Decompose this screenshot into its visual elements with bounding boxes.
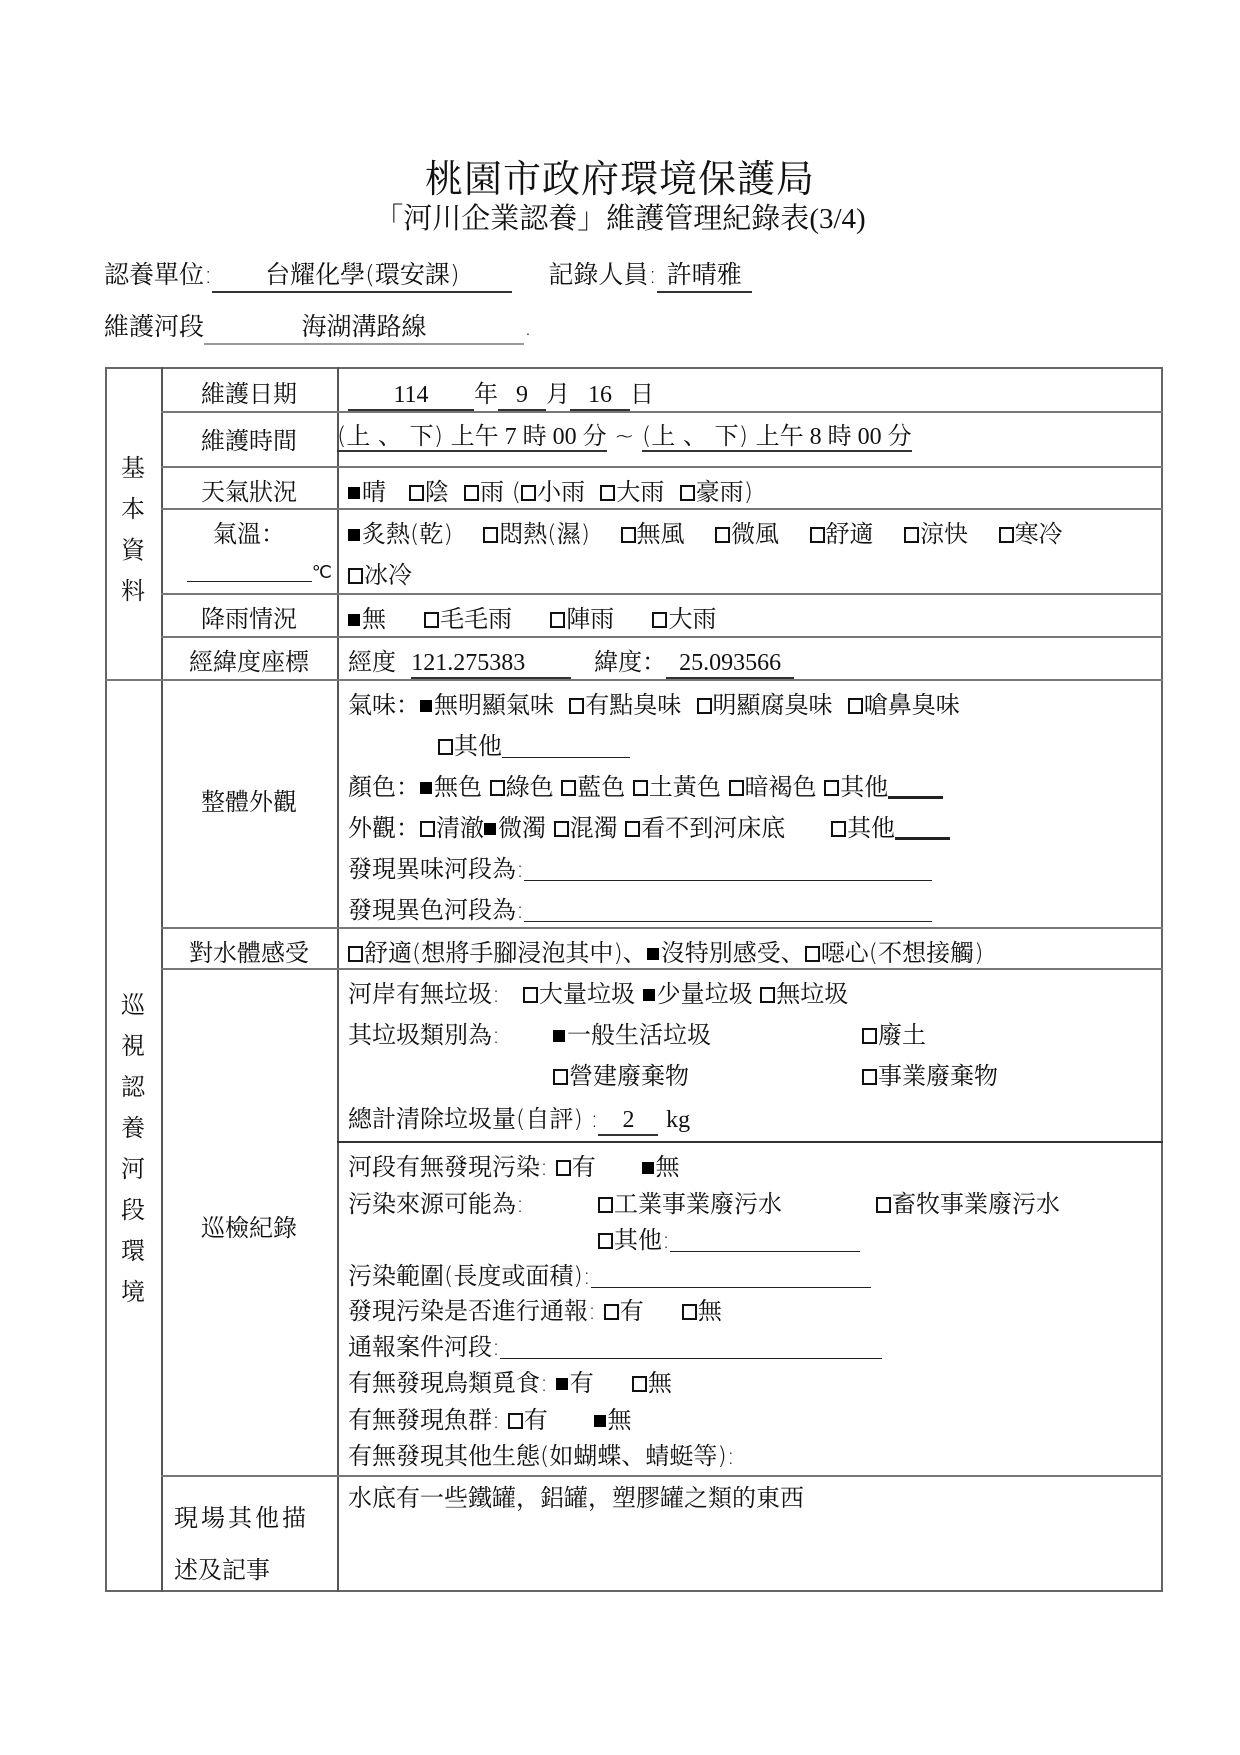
temp-option[interactable]: 冰冷 xyxy=(348,555,412,590)
checkbox-icon xyxy=(553,1069,568,1085)
checked-box-icon xyxy=(643,989,655,1001)
date-month-field[interactable]: 9 xyxy=(498,382,546,411)
checkbox-icon xyxy=(438,739,453,755)
temp-unit: ℃ xyxy=(311,562,332,582)
other-eco-label: 有無發現其他生態(如蝴蝶、蜻蜓等): xyxy=(348,1442,735,1470)
color-option[interactable]: 暗褐色 xyxy=(729,773,817,801)
smell-option[interactable]: 其他 xyxy=(438,726,630,761)
form-title-text: 「河川企業認養」維護管理紀錄表 xyxy=(374,201,810,235)
inspection-label: 巡檢紀錄 xyxy=(201,1214,297,1242)
date-day-field[interactable]: 16 xyxy=(570,382,630,411)
group-label-basic xyxy=(113,448,153,612)
total-row: 總計清除垃圾量(自評) : 2 kg xyxy=(348,1099,690,1136)
row-divider xyxy=(161,968,1163,970)
garbage-option[interactable]: 大量垃圾 xyxy=(523,980,635,1008)
checkbox-icon xyxy=(554,821,569,837)
notes-label-1: 現場其他描 xyxy=(174,1504,309,1532)
section-row xyxy=(104,307,532,345)
checked-box-icon xyxy=(348,614,360,626)
checkbox-icon xyxy=(729,780,744,796)
checkbox-icon xyxy=(632,1376,647,1392)
checkbox-icon xyxy=(600,485,615,501)
look-other-field[interactable] xyxy=(895,815,950,840)
row-divider xyxy=(337,1141,1163,1143)
row-divider xyxy=(161,927,1163,929)
temp-field[interactable] xyxy=(172,556,332,584)
checked-box-icon xyxy=(348,487,360,499)
checkbox-icon xyxy=(523,987,538,1003)
pollution-row: 河段有無發現污染: 有 無 xyxy=(348,1153,680,1181)
checkbox-icon xyxy=(598,1233,613,1249)
checkbox-icon xyxy=(633,780,648,796)
checkbox-icon xyxy=(420,821,435,837)
checkbox-icon xyxy=(999,527,1014,543)
checked-box-icon xyxy=(484,823,496,835)
checkbox-icon xyxy=(810,527,825,543)
checkbox-icon xyxy=(848,698,863,714)
color-row: 顏色： 無色 綠色 藍色 土黃色 暗褐色 其他 xyxy=(348,767,943,802)
temp-option[interactable]: 無風 xyxy=(621,520,685,548)
checkbox-icon xyxy=(598,1197,613,1213)
checked-box-icon xyxy=(642,1162,654,1174)
smell-row: 氣味： 無明顯氣味 有點臭味 明顯腐臭味 嗆鼻臭味 xyxy=(348,691,960,719)
notes-text[interactable]: 水底有一些鐵罐，鋁罐，塑膠罐之類的東西 xyxy=(348,1484,804,1512)
checkbox-icon xyxy=(805,946,820,962)
coord-label: 經緯度座標 xyxy=(189,648,309,676)
feeling-option[interactable]: 噁心(不想接觸) xyxy=(805,939,984,967)
col-divider xyxy=(161,367,163,1592)
col-divider xyxy=(337,367,339,1592)
look-option[interactable]: 清澈 xyxy=(420,814,484,842)
fish-option[interactable]: 有 xyxy=(508,1406,548,1434)
weather-options xyxy=(348,472,753,507)
checkbox-icon xyxy=(862,1028,877,1044)
smell-option[interactable]: 明顯腐臭味 xyxy=(697,691,833,719)
rain-option[interactable]: 大雨 xyxy=(652,605,716,633)
recorder-field[interactable]: 許晴雅 xyxy=(657,255,752,293)
feeling-option[interactable]: 舒適(想將手腳浸泡其中)、 xyxy=(348,939,647,967)
checkbox-icon xyxy=(621,527,636,543)
checked-box-icon xyxy=(420,700,432,712)
checkbox-icon xyxy=(490,780,505,796)
smell-option[interactable]: 有點臭味 xyxy=(569,691,681,719)
range-field[interactable] xyxy=(591,1265,871,1288)
checkbox-icon xyxy=(556,1160,571,1176)
look-row: 外觀： 清澈 微濁 混濁 看不到河床底 其他 xyxy=(348,808,950,843)
checkbox-icon xyxy=(824,780,839,796)
time-value: (上 、 下) 上午 7 時 00 分 ~ (上 、 下) 上午 8 時 00 分 xyxy=(337,422,912,450)
total-field[interactable]: 2 xyxy=(598,1107,658,1136)
checkbox-icon xyxy=(409,485,424,501)
feeling-option[interactable]: 沒特別感受、 xyxy=(647,939,805,967)
birds-option[interactable]: 有 xyxy=(556,1369,594,1397)
report-row: 發現污染是否進行通報: 有 無 xyxy=(348,1297,722,1325)
coord-value: 經度 121.275383 緯度： 25.093566 xyxy=(348,642,794,679)
birds-option[interactable]: 無 xyxy=(632,1369,672,1397)
source-option[interactable]: 其他: xyxy=(598,1220,860,1255)
color-option[interactable]: 藍色 xyxy=(561,773,625,801)
rain-option[interactable]: 毛毛雨 xyxy=(424,605,512,633)
source-other-field[interactable] xyxy=(670,1229,860,1252)
checkbox-icon xyxy=(625,821,640,837)
garbage-type-label: 其垃圾類別為: xyxy=(348,1021,501,1049)
checked-box-icon xyxy=(647,948,659,960)
report-section-field[interactable] xyxy=(500,1336,882,1359)
odd-color-row: 發現異色河段為: xyxy=(348,890,932,925)
report-option[interactable]: 無 xyxy=(682,1297,722,1325)
unit-label: 認養單位: xyxy=(104,260,213,289)
unit-field[interactable]: 台耀化學(環安課) xyxy=(212,255,512,293)
garbage-row: 河岸有無垃圾: 大量垃圾 少量垃圾 無垃圾 xyxy=(348,980,849,1008)
group-label-patrol xyxy=(113,985,153,1313)
checked-box-icon xyxy=(420,782,432,794)
checkbox-icon xyxy=(682,1304,697,1320)
page-title: 桃園市政府環境保護局 xyxy=(424,157,815,201)
checkbox-icon xyxy=(862,1069,877,1085)
birds-row: 有無發現鳥類覓食: 有 無 xyxy=(348,1369,672,1397)
fish-row: 有無發現魚群: 有 無 xyxy=(348,1406,632,1434)
weather-option[interactable]: 小雨 xyxy=(521,478,585,506)
garbage-type-option[interactable]: 事業廢棄物 xyxy=(862,1056,998,1091)
weather-option[interactable]: 大雨 xyxy=(600,478,664,506)
look-option[interactable]: 其他 xyxy=(831,814,950,842)
report-section-row: 通報案件河段: xyxy=(348,1327,882,1362)
unit-row xyxy=(104,255,752,293)
range-row: 污染範圍(長度或面積): xyxy=(348,1256,871,1291)
row-divider xyxy=(161,636,1163,638)
rain-label: 降雨情況 xyxy=(201,605,297,633)
rain-option[interactable]: 陣雨 xyxy=(550,605,614,633)
group-patrol-text: 巡視認養河段環境 xyxy=(121,991,145,1306)
garbage-type-option[interactable]: 一般生活垃圾 xyxy=(553,1015,711,1050)
garbage-type-option[interactable]: 營建廢棄物 xyxy=(553,1056,689,1091)
form-page: (3/4) xyxy=(809,203,866,235)
smell-option[interactable]: 嗆鼻臭味 xyxy=(848,691,960,719)
checkbox-icon xyxy=(348,568,363,584)
group-divider xyxy=(105,679,1163,681)
source-option[interactable]: 工業事業廢污水 xyxy=(598,1184,782,1219)
checkbox-icon xyxy=(604,1304,619,1320)
row-divider xyxy=(161,1475,1163,1477)
lon-field[interactable]: 121.275383 xyxy=(411,650,571,679)
checkbox-icon xyxy=(904,527,919,543)
notes-label-2: 述及記事 xyxy=(174,1556,270,1584)
checkbox-icon xyxy=(483,527,498,543)
temp-option[interactable]: 寒冷 xyxy=(999,520,1063,548)
weather-label: 天氣狀況 xyxy=(201,478,297,506)
smell-option[interactable]: 無明顯氣味 xyxy=(420,691,554,719)
checkbox-icon xyxy=(831,821,846,837)
group-basic-text: 基本資料 xyxy=(121,454,145,605)
checkbox-icon xyxy=(424,612,439,628)
checkbox-icon xyxy=(569,698,584,714)
report-option[interactable]: 有 xyxy=(604,1297,644,1325)
checkbox-icon xyxy=(550,612,565,628)
section-label: 維護河段 xyxy=(104,312,205,341)
fish-option[interactable]: 無 xyxy=(594,1406,632,1434)
checkbox-icon xyxy=(697,698,712,714)
section-end: . xyxy=(524,312,532,341)
checkbox-icon xyxy=(715,527,730,543)
date-value: 114 年 9 月 16 日 xyxy=(348,374,654,411)
lat-field[interactable]: 25.093566 xyxy=(666,650,794,679)
weather-option[interactable]: 雨 ( xyxy=(464,478,521,506)
weather-option[interactable]: 陰 xyxy=(409,478,449,506)
checked-box-icon xyxy=(594,1415,606,1427)
weather-option[interactable]: 豪雨) xyxy=(680,478,753,506)
garbage-type-option[interactable]: 廢土 xyxy=(862,1015,926,1050)
checkbox-icon xyxy=(760,987,775,1003)
pollution-option[interactable]: 有 xyxy=(556,1153,596,1181)
checkbox-icon xyxy=(348,946,363,962)
odd-smell-row: 發現異味河段為: xyxy=(348,849,932,884)
feeling-options xyxy=(348,933,983,968)
time-start-field[interactable]: (上 、 下) 上午 7 時 00 分 xyxy=(337,422,607,450)
checked-box-icon xyxy=(556,1378,568,1390)
garbage-option[interactable]: 無垃圾 xyxy=(760,980,848,1008)
temp-option[interactable]: 舒適 xyxy=(810,520,874,548)
feeling-label: 對水體感受 xyxy=(189,939,309,967)
appearance-label: 整體外觀 xyxy=(201,788,297,816)
temp-option[interactable]: 悶熱(濕) xyxy=(483,520,590,548)
form-title xyxy=(0,196,1240,237)
date-year-field[interactable]: 114 xyxy=(348,382,474,411)
row-divider xyxy=(161,593,1163,595)
date-label: 維護日期 xyxy=(201,380,297,408)
checkbox-icon xyxy=(521,485,536,501)
color-option[interactable]: 無色 xyxy=(420,773,482,801)
look-option[interactable]: 微濁 xyxy=(484,814,546,842)
row-divider xyxy=(161,466,1163,468)
temp-option[interactable]: 涼快 xyxy=(904,520,968,548)
recorder-label: 記錄人員: xyxy=(548,260,657,289)
row-divider xyxy=(161,411,1163,413)
time-label: 維護時間 xyxy=(201,427,297,455)
color-option[interactable]: 土黃色 xyxy=(633,773,721,801)
temp-option[interactable]: 炙熱(乾) xyxy=(348,520,453,548)
temp-label: 氣溫： xyxy=(213,520,285,548)
garbage-option[interactable]: 少量垃圾 xyxy=(643,980,753,1008)
color-other-field[interactable] xyxy=(888,774,943,799)
checked-box-icon xyxy=(348,529,360,541)
weather-option[interactable]: 晴 xyxy=(348,478,386,506)
row-divider xyxy=(161,508,1163,510)
checkbox-icon xyxy=(680,485,695,501)
rain-option[interactable]: 無 xyxy=(348,605,386,633)
section-field[interactable]: 海湖溝路線 xyxy=(204,307,524,345)
checkbox-icon xyxy=(464,485,479,501)
temp-option[interactable]: 微風 xyxy=(715,520,779,548)
color-option[interactable]: 其他 xyxy=(824,773,943,801)
time-end-field[interactable]: (上 、 下) 上午 8 時 00 分 xyxy=(642,422,912,450)
checkbox-icon xyxy=(876,1197,891,1213)
smell-other-field[interactable] xyxy=(502,735,630,758)
source-label: 污染來源可能為: xyxy=(348,1190,525,1218)
source-option[interactable]: 畜牧事業廢污水 xyxy=(876,1184,1060,1219)
temp-options xyxy=(348,514,1063,549)
checkbox-icon xyxy=(652,612,667,628)
checked-box-icon xyxy=(553,1030,565,1042)
checkbox-icon xyxy=(561,780,576,796)
rain-options xyxy=(348,599,716,634)
odd-color-field[interactable] xyxy=(524,899,932,922)
odd-smell-field[interactable] xyxy=(524,858,932,881)
color-option[interactable]: 綠色 xyxy=(490,773,554,801)
look-option[interactable]: 看不到河床底 xyxy=(625,814,785,842)
checkbox-icon xyxy=(508,1413,523,1429)
pollution-option[interactable]: 無 xyxy=(642,1153,680,1181)
look-option[interactable]: 混濁 xyxy=(554,814,618,842)
